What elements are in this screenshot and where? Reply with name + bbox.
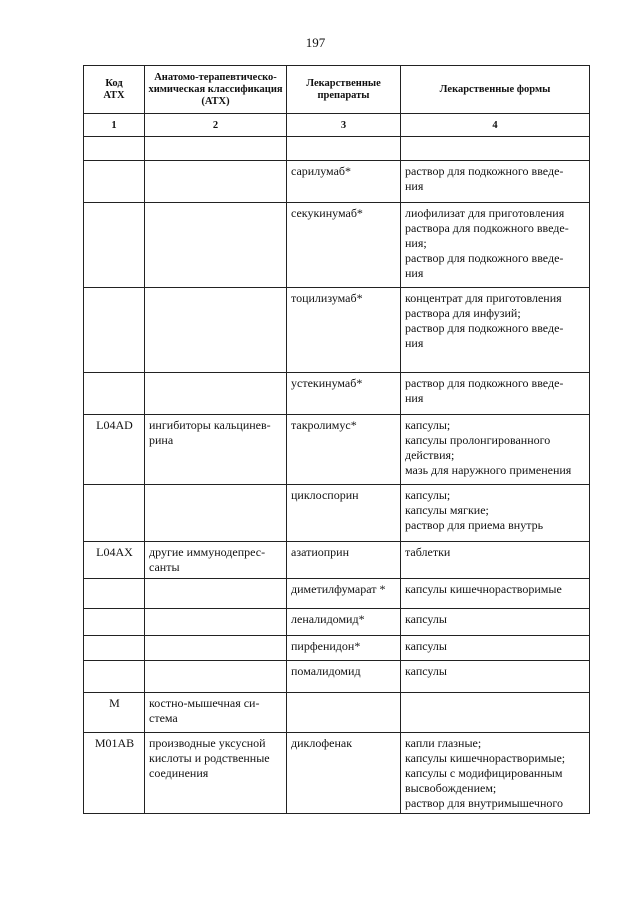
table-row xyxy=(84,415,590,485)
atc-code-cell xyxy=(84,661,145,693)
dosage-forms-cell xyxy=(401,733,590,814)
drug-cell: азатиоприн xyxy=(287,542,401,579)
atc-code-cell: L04AD xyxy=(84,415,145,485)
atc-classification-cell xyxy=(145,203,287,288)
dosage-form-line: таблетки xyxy=(405,545,451,559)
classification-line: ингибиторы кальцинев- xyxy=(149,418,271,432)
atc-classification-cell xyxy=(145,137,287,161)
dosage-forms-cell xyxy=(401,137,590,161)
table-row xyxy=(84,203,590,288)
dosage-form-line: ния xyxy=(405,266,424,280)
dosage-form-line: ния xyxy=(405,391,424,405)
dosage-forms-cell xyxy=(401,542,590,579)
dosage-forms-cell xyxy=(401,161,590,203)
drug-cell: леналидомид* xyxy=(287,609,401,636)
drug-cell xyxy=(287,693,401,733)
dosage-form-line: действия; xyxy=(405,448,455,462)
dosage-form-line: раствор для приема внутрь xyxy=(405,518,544,532)
classification-line: соединения xyxy=(149,766,209,780)
dosage-form-line: капсулы с модифицированным xyxy=(405,766,563,780)
dosage-forms-cell xyxy=(401,693,590,733)
dosage-form-line: капсулы пролонгированного xyxy=(405,433,551,447)
dosage-forms-cell xyxy=(401,415,590,485)
table-header-row xyxy=(84,66,590,114)
atc-code-cell: M xyxy=(84,693,145,733)
dosage-form-line: ния xyxy=(405,179,424,193)
drug-cell: диклофенак xyxy=(287,733,401,814)
atc-classification-cell xyxy=(145,609,287,636)
dosage-form-line: капсулы; xyxy=(405,488,451,502)
dosage-form-line: раствора для подкожного введе- xyxy=(405,221,569,235)
table-row xyxy=(84,288,590,373)
atc-classification-cell xyxy=(145,485,287,542)
dosage-form-line: ния xyxy=(405,336,424,350)
header-atc-code: Код АТХ xyxy=(84,66,145,114)
dosage-forms-cell xyxy=(401,373,590,415)
atc-classification-cell xyxy=(145,415,287,485)
atc-classification-cell xyxy=(145,636,287,661)
classification-line: санты xyxy=(149,560,180,574)
atc-classification-cell xyxy=(145,542,287,579)
atc-code-cell xyxy=(84,579,145,609)
atc-classification-cell xyxy=(145,693,287,733)
dosage-form-line: раствор для подкожного введе- xyxy=(405,164,564,178)
table-row xyxy=(84,693,590,733)
column-number: 3 xyxy=(287,114,401,137)
dosage-forms-cell xyxy=(401,288,590,373)
dosage-form-line: капсулы кишечнорастворимые; xyxy=(405,751,566,765)
atc-code-cell: L04AX xyxy=(84,542,145,579)
dosage-form-line: капсулы кишечнорастворимые xyxy=(405,582,562,596)
dosage-form-line: концентрат для приготовления xyxy=(405,291,562,305)
dosage-form-line: мазь для наружного применения xyxy=(405,463,572,477)
atc-code-cell xyxy=(84,609,145,636)
dosage-form-line: высвобождением; xyxy=(405,781,497,795)
dosage-form-line: капсулы xyxy=(405,612,447,626)
column-number: 1 xyxy=(84,114,145,137)
drug-cell: циклоспорин xyxy=(287,485,401,542)
atc-code-cell xyxy=(84,161,145,203)
dosage-form-line: лиофилизат для приготовления xyxy=(405,206,565,220)
table-row xyxy=(84,636,590,661)
atc-code-cell xyxy=(84,485,145,542)
classification-line: стема xyxy=(149,711,178,725)
atc-classification-cell xyxy=(145,288,287,373)
atc-classification-cell xyxy=(145,661,287,693)
table-row xyxy=(84,542,590,579)
classification-line: производные уксусной xyxy=(149,736,266,750)
classification-line: другие иммунодепрес- xyxy=(149,545,266,559)
dosage-form-line: капли глазные; xyxy=(405,736,482,750)
header-dosage-forms: Лекарственные формы xyxy=(401,66,590,114)
column-number: 2 xyxy=(145,114,287,137)
dosage-form-line: капсулы xyxy=(405,664,447,678)
table-row xyxy=(84,161,590,203)
classification-line: рина xyxy=(149,433,174,447)
column-number: 4 xyxy=(401,114,590,137)
dosage-forms-cell xyxy=(401,203,590,288)
atc-code-cell xyxy=(84,288,145,373)
header-atc-classification: Анатомо-терапевтическо- химическая классификация (АТХ) xyxy=(145,66,287,114)
atc-code-cell xyxy=(84,636,145,661)
drug-cell: сарилумаб* xyxy=(287,161,401,203)
dosage-form-line: раствор для внутримышечного xyxy=(405,796,563,810)
dosage-forms-cell xyxy=(401,485,590,542)
atc-drug-table xyxy=(83,65,590,814)
classification-line: костно-мышечная си- xyxy=(149,696,260,710)
dosage-form-line: капсулы xyxy=(405,639,447,653)
dosage-forms-cell xyxy=(401,579,590,609)
dosage-form-line: раствор для подкожного введе- xyxy=(405,251,564,265)
atc-classification-cell xyxy=(145,733,287,814)
table-row xyxy=(84,485,590,542)
atc-classification-cell xyxy=(145,161,287,203)
classification-line: кислоты и родственные xyxy=(149,751,270,765)
atc-classification-cell xyxy=(145,579,287,609)
table-row xyxy=(84,609,590,636)
table-row xyxy=(84,661,590,693)
page-number: 197 xyxy=(305,35,326,50)
dosage-form-line: раствор для подкожного введе- xyxy=(405,376,564,390)
drug-cell: такролимус* xyxy=(287,415,401,485)
dosage-forms-cell xyxy=(401,609,590,636)
column-number-row xyxy=(84,114,590,137)
atc-code-cell: M01AB xyxy=(84,733,145,814)
atc-code-cell xyxy=(84,373,145,415)
dosage-form-line: ния; xyxy=(405,236,427,250)
atc-code-cell xyxy=(84,137,145,161)
table-row xyxy=(84,137,590,161)
dosage-form-line: капсулы; xyxy=(405,418,451,432)
drug-cell: устекинумаб* xyxy=(287,373,401,415)
dosage-form-line: капсулы мягкие; xyxy=(405,503,489,517)
drug-cell: пирфенидон* xyxy=(287,636,401,661)
drug-cell: помалидомид xyxy=(287,661,401,693)
atc-code-cell xyxy=(84,203,145,288)
table-row xyxy=(84,373,590,415)
atc-classification-cell xyxy=(145,373,287,415)
table-row xyxy=(84,733,590,814)
dosage-form-line: раствор для подкожного введе- xyxy=(405,321,564,335)
dosage-forms-cell xyxy=(401,636,590,661)
table-row xyxy=(84,579,590,609)
dosage-forms-cell xyxy=(401,661,590,693)
drug-cell: секукинумаб* xyxy=(287,203,401,288)
drug-cell: тоцилизумаб* xyxy=(287,288,401,373)
drug-cell xyxy=(287,137,401,161)
header-drugs: Лекарственные препараты xyxy=(287,66,401,114)
dosage-form-line: раствора для инфузий; xyxy=(405,306,521,320)
drug-cell: диметилфумарат * xyxy=(287,579,401,609)
